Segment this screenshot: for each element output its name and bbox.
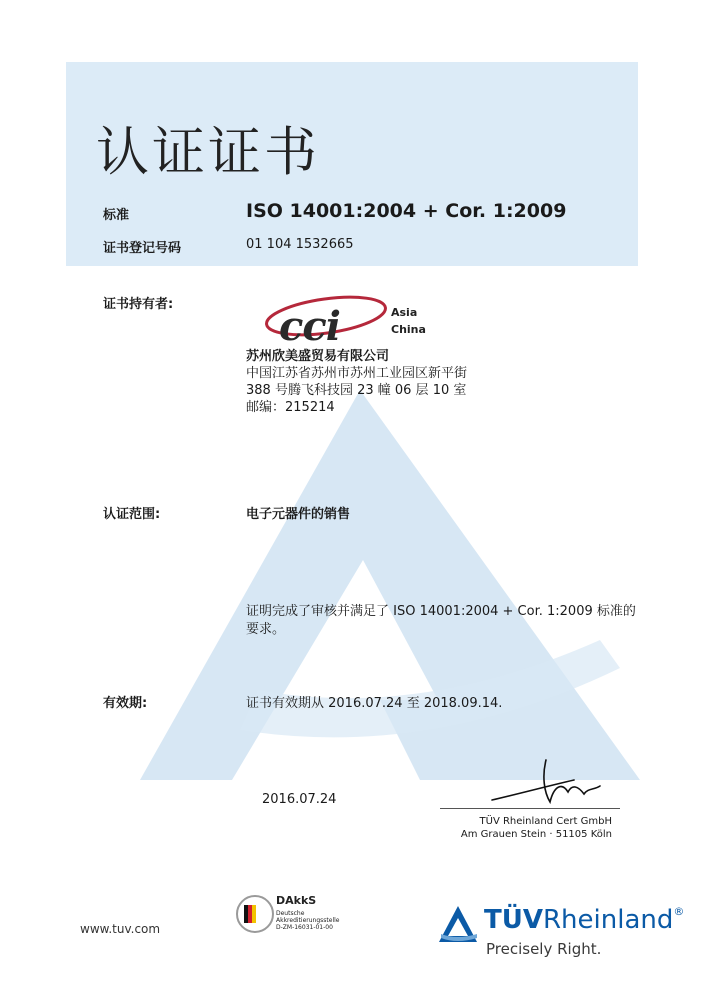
cci-logo-china: China xyxy=(391,323,426,336)
dakks-name: DAkkS xyxy=(276,894,317,907)
cci-logo-asia: Asia xyxy=(391,306,418,319)
holder-company-name: 苏州欣美盛贸易有限公司 xyxy=(246,349,390,364)
registration-label: 证书登记号码 xyxy=(103,241,182,256)
certificate-title: 认证证书 xyxy=(96,122,320,183)
tuv-wordmark xyxy=(484,905,684,935)
tuv-wordmark-part2: Rheinland xyxy=(542,905,674,935)
registered-mark: ® xyxy=(673,905,685,918)
holder-address-line2: 388 号腾飞科技园 23 幢 06 层 10 室 xyxy=(246,383,467,398)
issuer-address xyxy=(440,815,612,841)
dakks-line1: Deutsche xyxy=(276,910,305,917)
issue-date: 2016.07.24 xyxy=(262,792,337,807)
standard-label: 标准 xyxy=(103,208,130,223)
issuer-street: Am Grauen Stein · 51105 Köln xyxy=(460,829,612,840)
signature-icon xyxy=(488,756,608,808)
tuv-wordmark-part1: TÜV xyxy=(484,905,543,935)
scope-value: 电子元器件的销售 xyxy=(246,507,351,522)
validity-label: 有效期: xyxy=(103,696,148,711)
registration-number: 01 104 1532665 xyxy=(246,237,354,252)
dakks-caption xyxy=(276,910,339,931)
standard-value: ISO 14001:2004 + Cor. 1:2009 xyxy=(246,200,567,222)
dakks-line3: D-ZM-16031-01-00 xyxy=(276,924,333,931)
holder-postcode: 邮编：215214 xyxy=(246,400,335,415)
website-link[interactable]: www.tuv.com xyxy=(80,922,161,936)
validity-value: 证书有效期从 2016.07.24 至 2018.09.14. xyxy=(246,696,503,711)
tuv-triangle-icon xyxy=(437,904,479,944)
cci-logo-text: cci xyxy=(279,303,340,350)
tuv-slogan: Precisely Right. xyxy=(486,940,602,958)
holder-address-line1: 中国江苏省苏州市苏州工业园区新平街 xyxy=(246,366,468,381)
scope-label: 认证范围: xyxy=(103,507,161,522)
signature-line xyxy=(440,808,620,809)
holder-label: 证书持有者: xyxy=(103,297,174,312)
certification-statement: 证明完成了审核并满足了 ISO 14001:2004 + Cor. 1:2009 标准的要求。 xyxy=(246,604,636,637)
holder-block xyxy=(246,348,467,416)
issuer-name: TÜV Rheinland Cert GmbH xyxy=(479,816,612,827)
dakks-line2: Akkreditierungsstelle xyxy=(276,917,340,924)
dakks-emblem-icon xyxy=(234,893,276,935)
